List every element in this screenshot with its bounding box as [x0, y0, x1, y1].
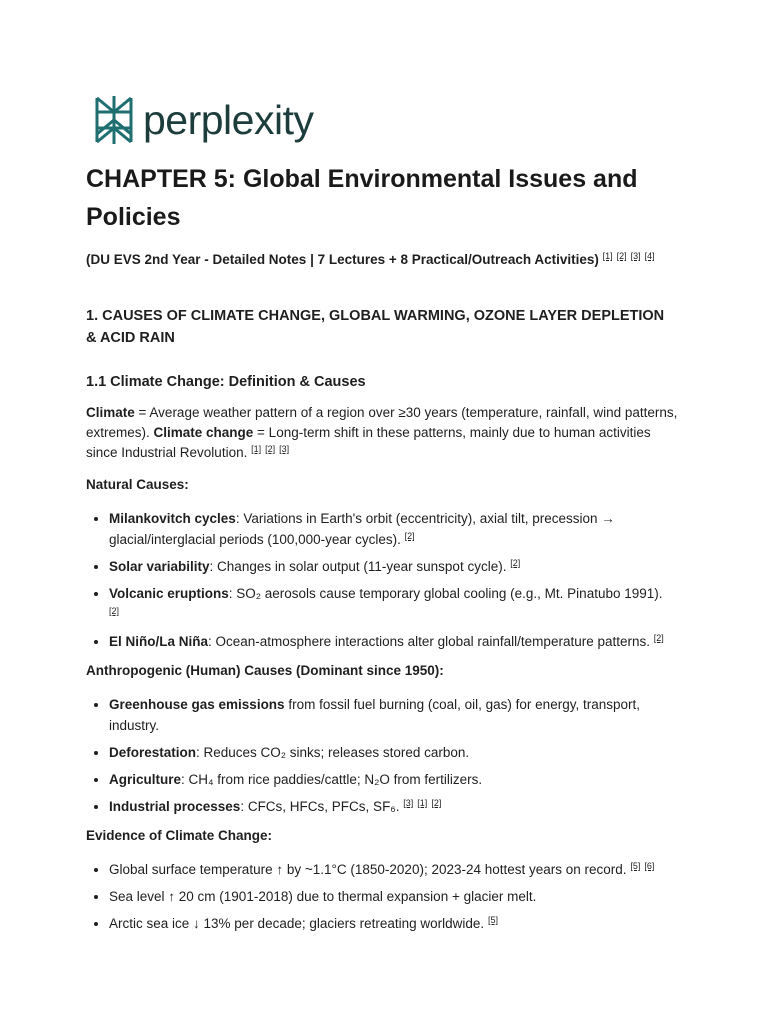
- list-item-term: Greenhouse gas emissions: [109, 697, 285, 712]
- list-item: [109, 508, 678, 550]
- list-item-term: Deforestation: [109, 745, 197, 760]
- list-item: [109, 556, 678, 577]
- list-item: [109, 913, 678, 934]
- citation-link[interactable]: [5]: [487, 915, 498, 925]
- definition-text: = Long-term shift in these patterns, mainly due to human activities since Industrial Revolution.: [86, 425, 651, 460]
- list-item: [109, 886, 678, 907]
- citation-link[interactable]: [2]: [404, 531, 415, 541]
- list-item-text: : CH₄ from rice paddies/cattle; N₂O from fertilizers.: [181, 772, 483, 787]
- definition-text: = Average weather pattern of a region over ≥30 years (temperature, rainfall, wind patterns, extremes).: [86, 405, 678, 440]
- citation-link[interactable]: [3]: [630, 251, 641, 261]
- section-1-1-heading: 1.1 Climate Change: Definition & Causes: [86, 374, 366, 390]
- evidence-list: [86, 859, 678, 934]
- subtitle-text: (DU EVS 2nd Year - Detailed Notes | 7 Lectures + 8 Practical/Outreach Activities): [86, 252, 599, 267]
- list-item-term: Milankovitch cycles: [109, 511, 236, 526]
- perplexity-logo-icon: [93, 94, 135, 146]
- citation-group: [405, 531, 419, 541]
- citation-link[interactable]: [2]: [616, 251, 627, 261]
- list-item-term: Agriculture: [109, 772, 182, 787]
- list-item-text: : Reduces CO₂ sinks; releases stored carbon.: [196, 745, 470, 760]
- citation-link[interactable]: [1]: [417, 798, 428, 808]
- list-item: [109, 859, 678, 880]
- brand-wordmark: perplexity: [143, 97, 314, 143]
- list-item: [109, 583, 678, 625]
- citation-link[interactable]: [3]: [279, 444, 290, 454]
- citation-link[interactable]: [2]: [265, 444, 276, 454]
- citation-group: [603, 251, 659, 261]
- citation-link[interactable]: [4]: [644, 251, 655, 261]
- list-item-text: from fossil fuel burning (coal, oil, gas) for energy, transport, industry.: [109, 697, 640, 733]
- citation-group: [630, 861, 658, 871]
- citation-group: [251, 444, 293, 454]
- citation-link[interactable]: [2]: [510, 558, 521, 568]
- list-item-text: : Changes in solar output (11-year sunspot cycle).: [209, 559, 507, 574]
- list-item-term: Solar variability: [109, 559, 210, 574]
- section-1-heading: 1. CAUSES OF CLIMATE CHANGE, GLOBAL WARMING, OZONE LAYER DEPLETION & ACID RAIN: [86, 308, 665, 346]
- citation-link[interactable]: [6]: [644, 861, 655, 871]
- list-item-term: Industrial processes: [109, 799, 241, 814]
- list-item-text: : SO₂ aerosols cause temporary global cooling (e.g., Mt. Pinatubo 1991).: [228, 586, 663, 601]
- citation-link[interactable]: [3]: [403, 798, 414, 808]
- list-item-text: : Variations in Earth's orbit (eccentricity), axial tilt, precession → glacial/interglacial periods (100,000-year cycles).: [109, 511, 615, 547]
- chapter-title: CHAPTER 5: Global Environmental Issues and Policies: [86, 165, 638, 231]
- list-item-text: : Ocean-atmosphere interactions alter global rainfall/temperature patterns.: [208, 634, 650, 649]
- term-climate: Climate: [86, 405, 135, 420]
- evidence-label: Evidence of Climate Change:: [86, 828, 273, 843]
- natural-causes-list: [86, 508, 678, 652]
- natural-causes-label: Natural Causes:: [86, 477, 189, 492]
- citation-link[interactable]: [1]: [602, 251, 613, 261]
- document-page: [86, 160, 678, 943]
- list-item-text: Sea level ↑ 20 cm (1901-2018) due to thermal expansion + glacier melt.: [109, 889, 537, 904]
- term-climate-change: Climate change: [153, 425, 254, 440]
- citation-group: [403, 798, 445, 808]
- list-item: [109, 742, 678, 763]
- list-item-term: Volcanic eruptions: [109, 586, 229, 601]
- list-item-term: El Niño/La Niña: [109, 634, 209, 649]
- brand-logo: [93, 93, 313, 147]
- citation-group: [488, 915, 502, 925]
- citation-link[interactable]: [2]: [653, 633, 664, 643]
- citation-link[interactable]: [5]: [630, 861, 641, 871]
- citation-link[interactable]: [2]: [431, 798, 442, 808]
- chapter-subtitle: [86, 250, 678, 270]
- list-item-text: Global surface temperature ↑ by ~1.1°C (1850-2020); 2023-24 hottest years on record.: [109, 862, 627, 877]
- climate-definition-paragraph: [86, 403, 678, 463]
- anthropogenic-causes-label: Anthropogenic (Human) Causes (Dominant since 1950):: [86, 663, 444, 678]
- list-item: [109, 796, 678, 817]
- citation-link[interactable]: [1]: [251, 444, 262, 454]
- list-item: [109, 769, 678, 790]
- anthropogenic-causes-list: [86, 694, 678, 817]
- citation-group: [109, 606, 123, 616]
- list-item: [109, 631, 678, 652]
- list-item-text: : CFCs, HFCs, PFCs, SF₆.: [240, 799, 400, 814]
- citation-link[interactable]: [2]: [109, 606, 120, 616]
- citation-group: [654, 633, 668, 643]
- citation-group: [510, 558, 524, 568]
- list-item: [109, 694, 678, 736]
- list-item-text: Arctic sea ice ↓ 13% per decade; glaciers retreating worldwide.: [109, 916, 485, 931]
